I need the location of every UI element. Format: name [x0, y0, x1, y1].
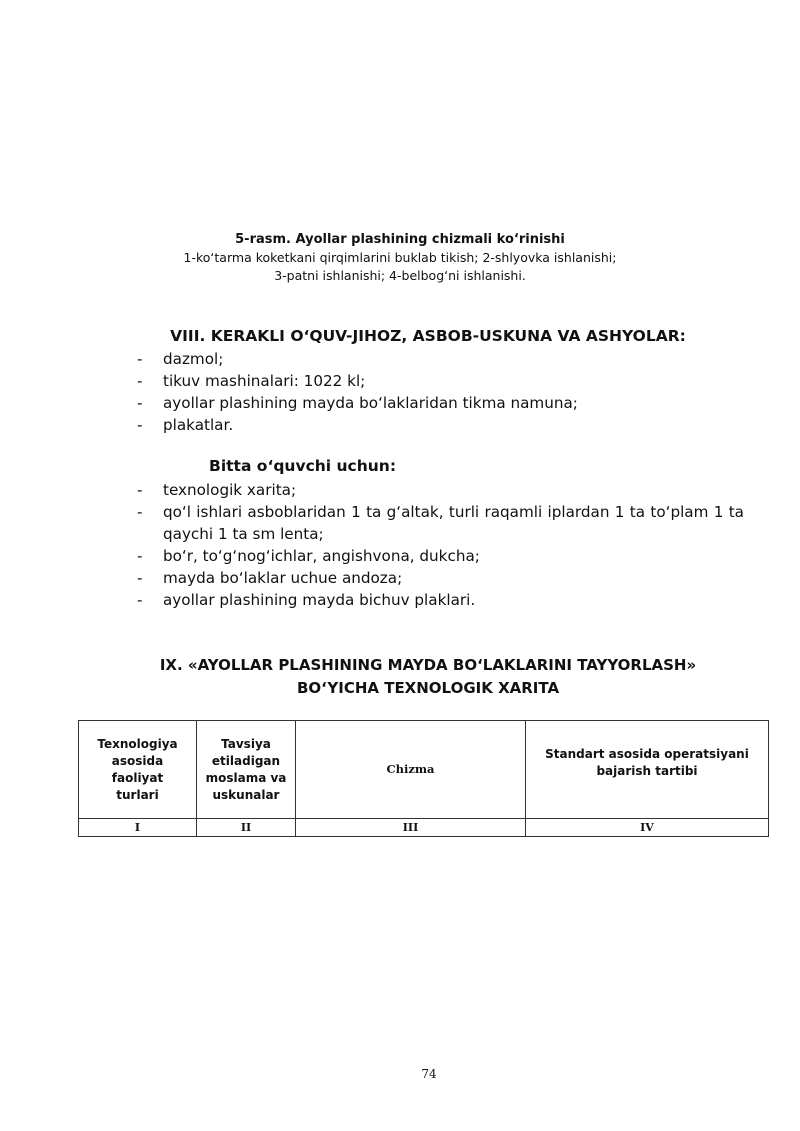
- list-item: - dazmol;: [137, 350, 224, 368]
- table-header-cell: Chizma: [296, 721, 526, 819]
- equipment-list: [134, 348, 744, 436]
- student-list: [134, 479, 744, 611]
- table-header-row: [79, 721, 769, 819]
- figure-caption: [0, 230, 800, 285]
- table-header-cell: Tavsiya etiladigan moslama va uskunalar: [197, 721, 296, 819]
- list-item: - texnologik xarita;: [137, 481, 297, 499]
- section-heading-line: IX. «AYOLLAR PLASHINING MAYDA BO‘LAKLARINI TAYYORLASH»: [159, 656, 697, 674]
- table-header-cell: Texnologiya asosida faoliyat turlari: [79, 721, 197, 819]
- table-row: [79, 819, 769, 837]
- list-item: - ayollar plashining mayda bo‘laklaridan tikma namuna;: [137, 394, 578, 412]
- table-cell: III: [296, 819, 526, 837]
- figure-caption-line: 1-ko‘tarma koketkani qirqimlarini buklab tikish; 2-shlyovka ishlanishi;: [183, 250, 617, 265]
- page-number: 74: [421, 1067, 437, 1081]
- list-item: - tikuv mashinalari: 1022 kl;: [137, 372, 366, 390]
- list-item: - bo‘r, to‘g‘nog‘ichlar, angishvona, dukcha;: [137, 547, 480, 565]
- table-cell: I: [79, 819, 197, 837]
- subheading: Bitta o‘quvchi uchun:: [209, 457, 397, 475]
- list-item: - plakatlar.: [137, 416, 234, 434]
- figure-caption-line: 3-patni ishlanishi; 4-belbog‘ni ishlanishi.: [274, 268, 526, 283]
- section-heading: VIII. KERAKLI O‘QUV-JIHOZ, ASBOB-USKUNA VA ASHYOLAR:: [170, 327, 686, 345]
- figure-caption-title: 5-rasm. Ayollar plashining chizmali ko‘rinishi: [235, 232, 565, 247]
- table-header-cell: Standart asosida operatsiyani bajarish tartibi: [526, 721, 769, 819]
- list-item: - mayda bo‘laklar uchue andoza;: [137, 569, 403, 587]
- list-item: - qo‘l ishlari asboblaridan 1 ta g‘altak, turli raqamli iplardan 1 ta to‘plam 1 ta qaychi 1 ta sm lenta;: [137, 503, 744, 543]
- table-cell: II: [197, 819, 296, 837]
- section-heading: [0, 654, 800, 700]
- section-heading-line: BO‘YICHA TEXNOLOGIK XARITA: [296, 679, 560, 697]
- list-item: - ayollar plashining mayda bichuv plaklari.: [137, 591, 476, 609]
- technology-table: [78, 720, 769, 837]
- table-cell: IV: [526, 819, 769, 837]
